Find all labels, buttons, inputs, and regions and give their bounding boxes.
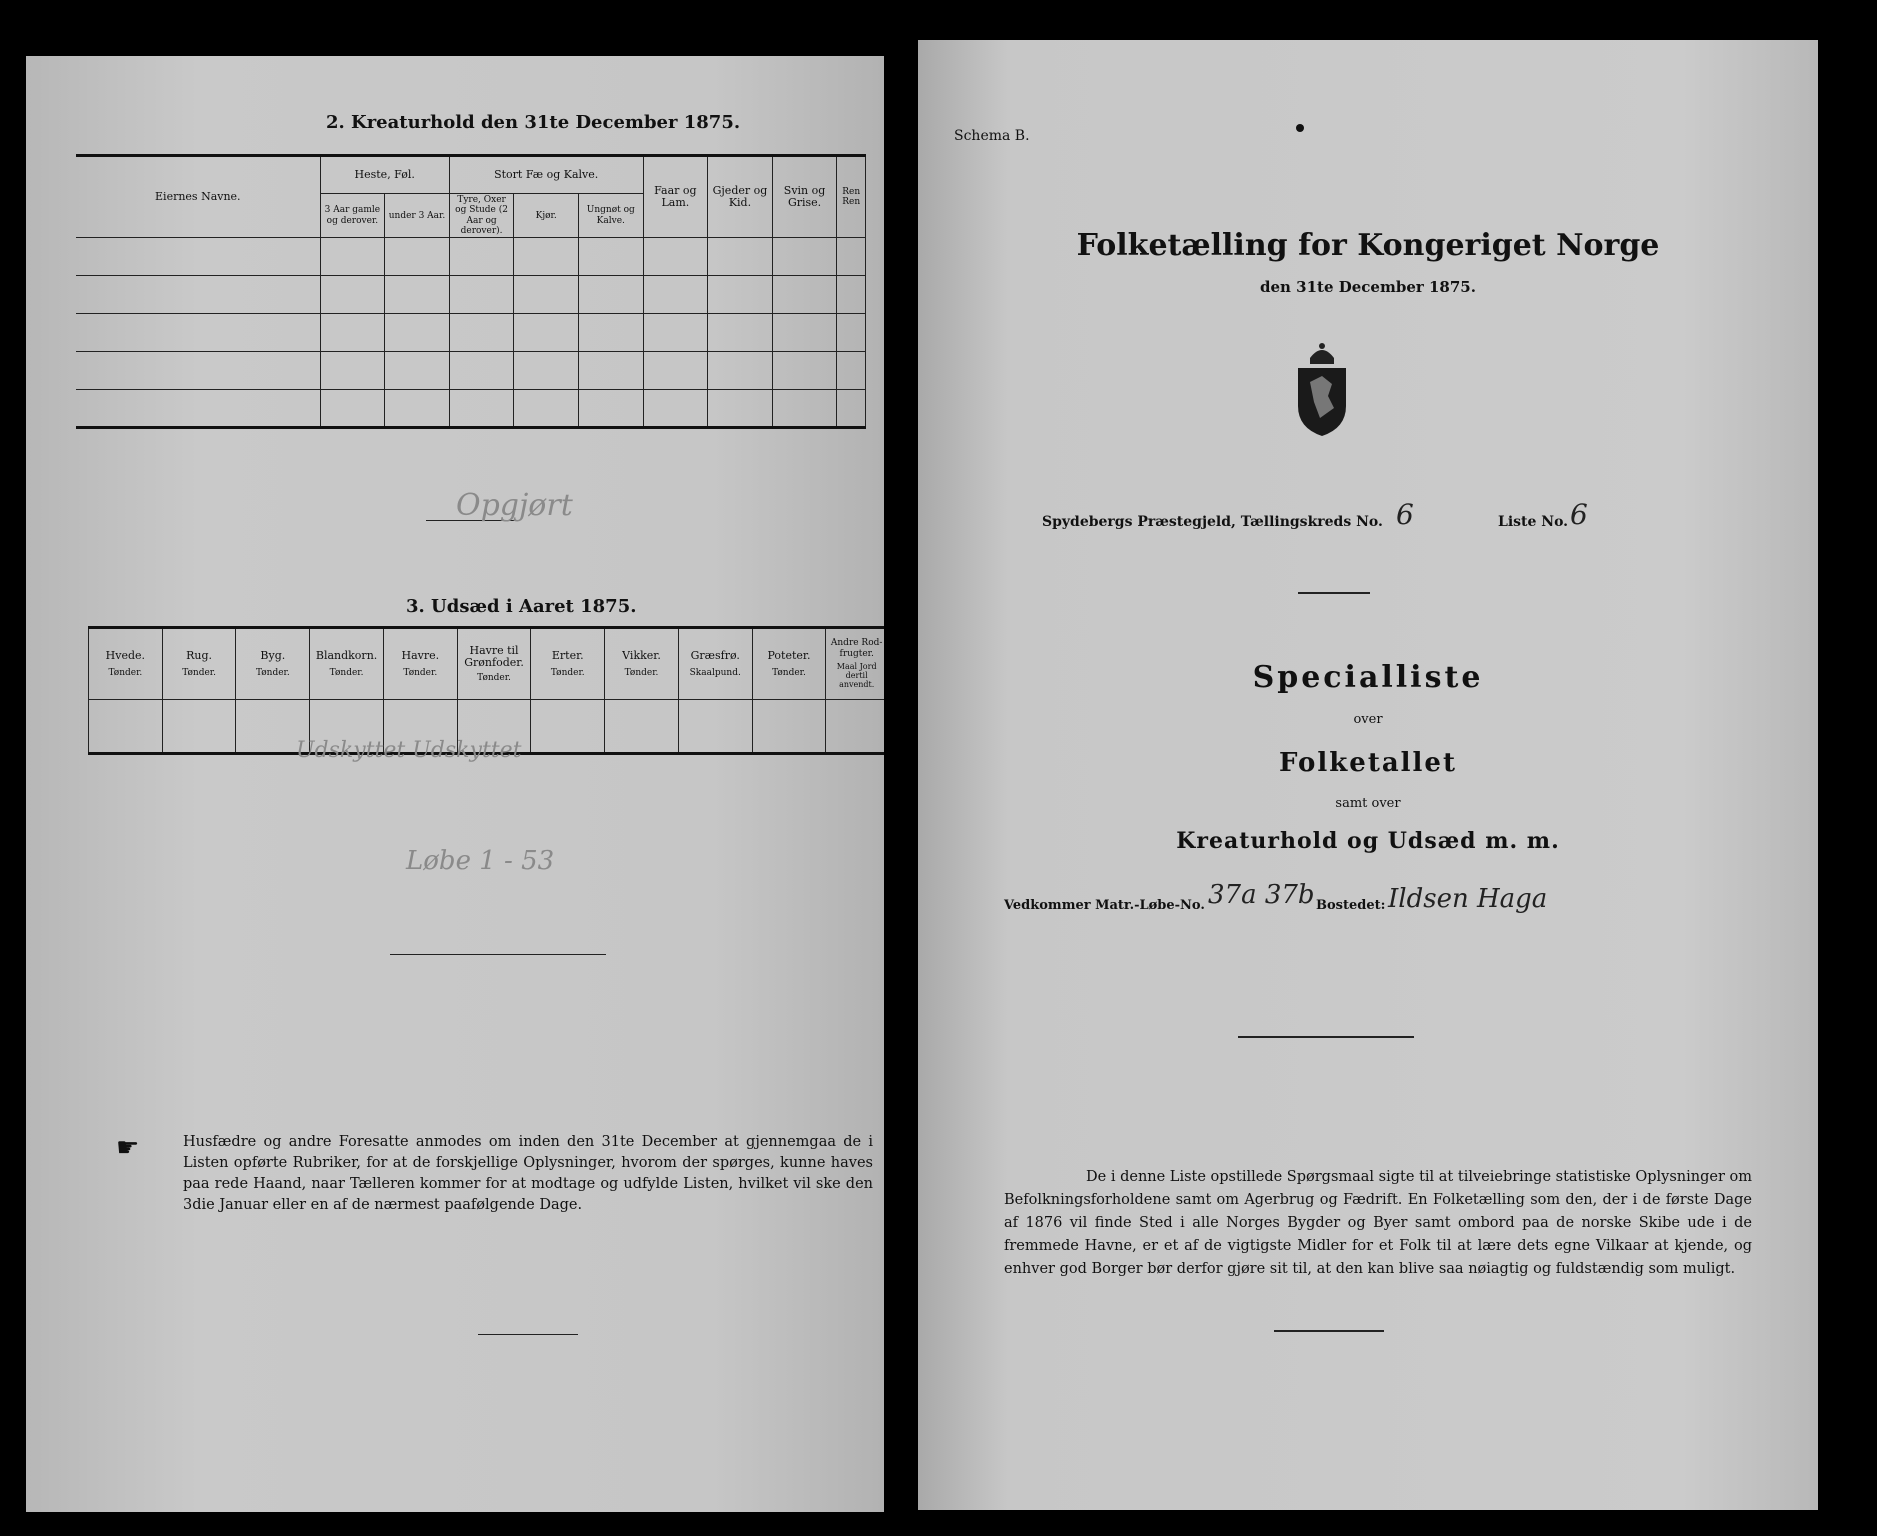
- seed-handwriting: Udskyttet Udskyttet: [296, 738, 522, 763]
- divider: [478, 1334, 578, 1335]
- table-row: [76, 352, 866, 390]
- seed-col-andre: Andre Rod-frugter. Maal Jord dertil anvendt.: [826, 628, 884, 700]
- livestock-table: [76, 154, 866, 429]
- seed-col-graesfro: Græsfrø. Skaalpund.: [678, 628, 752, 700]
- left-page: [26, 56, 884, 1512]
- divider: [390, 954, 606, 955]
- seed-col-byg: Byg. Tønder.: [236, 628, 310, 700]
- horses-header: Heste, Føl.: [320, 156, 449, 194]
- folketallet-title: Folketallet: [1279, 748, 1457, 778]
- right-page: [918, 40, 1818, 1510]
- matr-label: Vedkommer Matr.-Løbe-No.: [1004, 898, 1205, 913]
- seed-col-poteter: Poteter. Tønder.: [752, 628, 826, 700]
- coat-of-arms-icon: [1290, 338, 1354, 438]
- table-row: [76, 276, 866, 314]
- reindeer-header: Ren Ren: [837, 156, 866, 238]
- parish-no: 6: [1396, 498, 1414, 531]
- bosted-value: Ildsen Haga: [1388, 884, 1548, 914]
- parish-label: Spydebergs Præstegjeld, Tællingskreds No.: [1042, 514, 1383, 530]
- table-row: [76, 314, 866, 352]
- cattle-bulls-header: Tyre, Oxer og Stude (2 Aar og derover).: [449, 194, 514, 238]
- livestock-section-title: 2. Kreaturhold den 31te December 1875.: [326, 112, 741, 133]
- goats-header: Gjeder og Kid.: [708, 156, 773, 238]
- matr-value: 37a 37b: [1208, 880, 1315, 910]
- livestock-title: Kreaturhold og Udsæd m. m.: [1176, 828, 1560, 854]
- seed-col-vikker: Vikker. Tønder.: [605, 628, 679, 700]
- ink-dot: [1296, 124, 1304, 132]
- divider: [1298, 592, 1370, 594]
- handwriting-opgjort: Opgjørt: [456, 488, 573, 523]
- samt-over-label: samt over: [1335, 796, 1401, 811]
- table-row: [76, 238, 866, 276]
- over-label: over: [1353, 712, 1383, 727]
- list-label: Liste No.: [1498, 514, 1569, 530]
- cattle-cows-header: Kjør.: [514, 194, 579, 238]
- schema-label: Schema B.: [954, 128, 1030, 144]
- divider: [1238, 1036, 1414, 1038]
- seed-col-havre-gronfoder: Havre til Grønfoder. Tønder.: [457, 628, 531, 700]
- census-date: den 31te December 1875.: [1260, 278, 1476, 296]
- seed-section-title: 3. Udsæd i Aaret 1875.: [406, 596, 637, 617]
- seed-col-hvede: Hvede. Tønder.: [89, 628, 163, 700]
- pigs-header: Svin og Grise.: [772, 156, 837, 238]
- table-row: [76, 390, 866, 428]
- specialliste-title: Specialliste: [1252, 660, 1484, 695]
- bosted-label: Bostedet:: [1316, 898, 1386, 913]
- pointing-hand-icon: ☛: [116, 1133, 140, 1163]
- cattle-young-header: Ungnøt og Kalve.: [578, 194, 643, 238]
- seed-col-havre: Havre. Tønder.: [383, 628, 457, 700]
- horses-old-header: 3 Aar gamle og derover.: [320, 194, 385, 238]
- seed-table: [88, 626, 884, 755]
- explanation-paragraph: De i denne Liste opstillede Spørgsmaal sigte til at tilveiebringe statistiske Oplysninger om Befolkningsforholdene samt om Agerbrug og Fædrift. En Folketælling som den, der i de første Dage af 1876 vil finde Sted i alle Norges Bygder og Byer samt ombord paa de norske Skibe ude i de fremmede Havne, er et af de vigtigste Midler for et Folk til at lære dets egne Vilkaar at kjende, og enhver god Borger bør derfor gjøre sit til, at den kan blive saa nøiagtig og fuldstændig som muligt.: [1004, 1169, 1752, 1277]
- seed-col-erter: Erter. Tønder.: [531, 628, 605, 700]
- seed-col-rug: Rug. Tønder.: [162, 628, 236, 700]
- sheep-header: Faar og Lam.: [643, 156, 708, 238]
- divider: [1274, 1330, 1384, 1332]
- cattle-header: Stort Fæ og Kalve.: [449, 156, 643, 194]
- horses-young-header: under 3 Aar.: [385, 194, 450, 238]
- list-no: 6: [1570, 498, 1588, 531]
- owner-header: Eiernes Navne.: [76, 156, 320, 238]
- notice-text: Husfædre og andre Foresatte anmodes om inden den 31te December at gjennemgaa de i Listen opførte Rubriker, for at de forskjellige Oplysninger, hvorom der spørges, kunne haves paa rede Haand, naar Tælleren kommer for at modtage og udfylde Listen, hvilket vil ske den 3die Januar eller en af de nærmest paafølgende Dage.: [183, 1134, 873, 1213]
- page-title: Folketælling for Kongeriget Norge: [1076, 228, 1660, 263]
- seed-col-blandkorn: Blandkorn. Tønder.: [310, 628, 384, 700]
- handwriting-lobe: Løbe 1 - 53: [406, 846, 555, 876]
